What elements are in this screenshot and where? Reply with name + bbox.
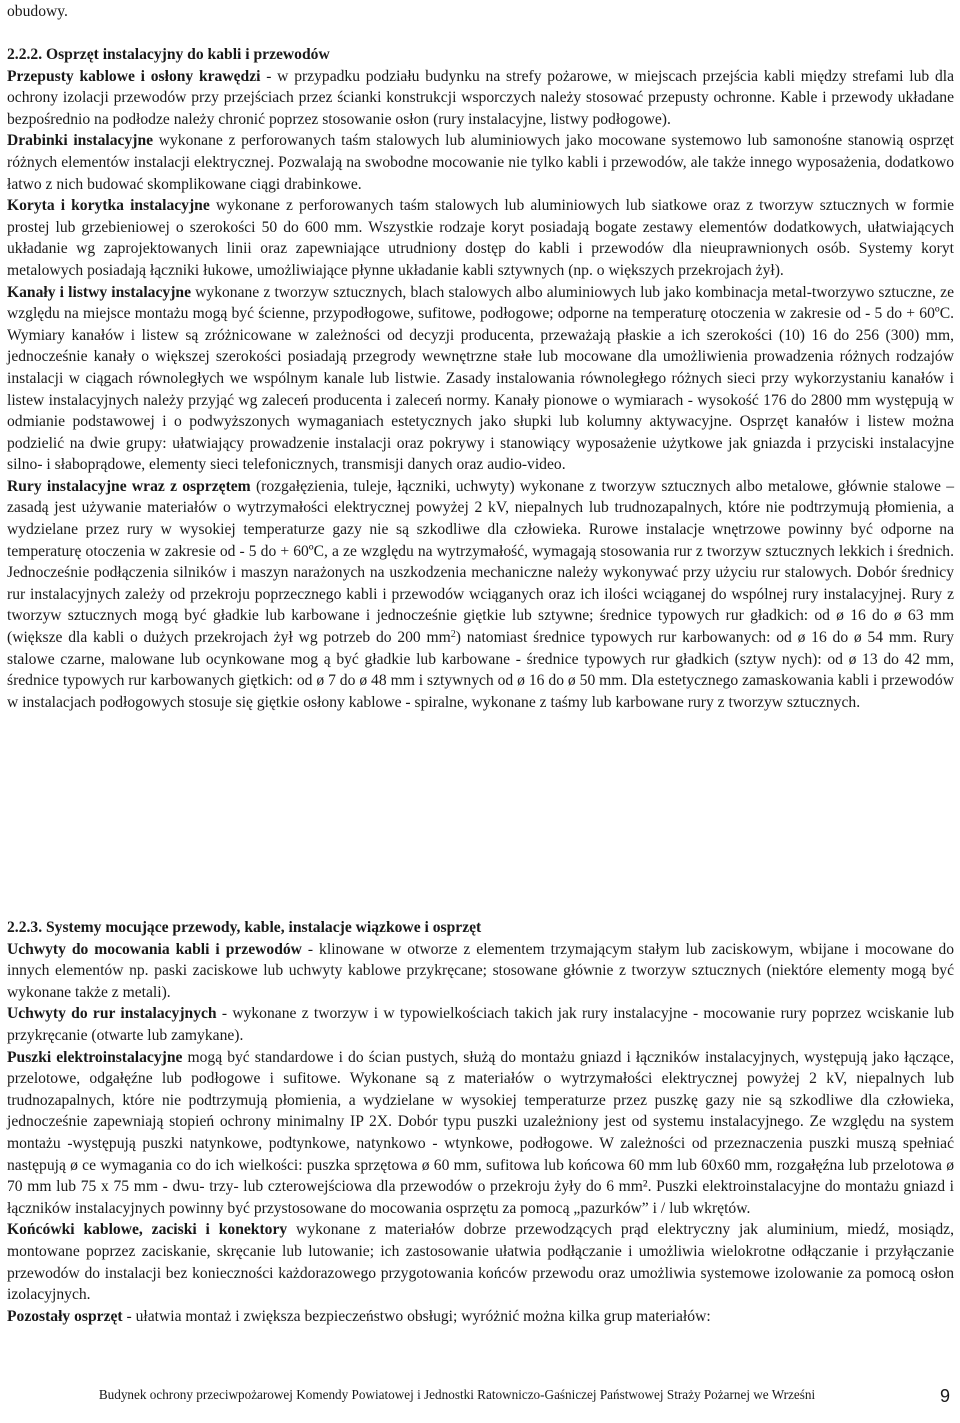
paragraph-text: wykonane z perforowanych taśm stalowych lub aluminiowych lub siatkowe oraz z tworzyw sztucznych w formie prostej lub grzebieniowej o szerokości 50 do 600 mm. Wszystkie rodzaje koryt posiadają bogate zestawy elementów dodatkowych, ułatwiających układanie wg zaprojektowanych linii oraz zapewniające utrudniony dostęp do kabli i przewodów dla nieuprawnionych osób. Systemy koryt metalowych posiadają łączniki łukowe, umożliwiające płynne układanie kabli sztywnych (np. o większych przekrojach żył). (7, 197, 954, 279)
page-footer (7, 1386, 954, 1406)
paragraph-kanaly (7, 282, 954, 476)
paragraph-rury (7, 476, 954, 714)
paragraph-text: (rozgałęzienia, tuleje, łączniki, uchwyty) wykonane z tworzyw sztucznych albo metalowe, głównie stalowe – zasadą jest używanie materiałów o wytrzymałości elektrycznej powyżej 2 kV, niepalnych lub trudnozapalnych, które nie podtrzymują płomienia, a wydzielane przez rury w wysokiej temperaturze gazy nie są szkodliwe dla człowieka. Rurowe instalacje wnętrzowe powinny być odporne na temperaturę otoczenia w zakresie od - 5 do + 60ºC, a ze względu na wytrzymałość, wymagają stosowania rur z tworzyw sztucznych lekkich i średnich. Jednocześnie podłączenia silników i maszyn narażonych na uszkodzenia mechaniczne należy wykonywać przy użyciu rur stalowych. Dobór średnicy rur instalacyjnych zależy od przekroju poprzecznego kabli i przewodów wciąganych oraz ich ilości wciąganej do wspólnej rury instalacyjnej. Rury z tworzyw sztucznych mogą być gładkie lub karbowane i jednocześnie giętkie lub sztywne; średnice typowych rur gładkich: od ø 16 do ø 63 mm (większe dla kabli o dużych przekrojach żył wg potrzeb do 200 mm (7, 477, 954, 647)
term: Pozostały osprzęt (7, 1307, 123, 1325)
paragraph-text: - ułatwia montaż i zwiększa bezpieczeństwo obsługi; wyróżnić można kilka grup materiałów: (122, 1307, 711, 1325)
paragraph-uchwyty-rur (7, 1003, 954, 1046)
superscript: 2 (450, 629, 456, 641)
paragraph-przepusty (7, 66, 954, 131)
footer-text: Budynek ochrony przeciwpożarowej Komendy Powiatowej i Jednostki Ratowniczo-Gaśniczej Państwowej Straży Pożarnej we Wrześni (98, 1387, 816, 1402)
term: Uchwyty do mocowania kabli i przewodów (7, 940, 302, 958)
paragraph-text: ) natomiast średnice typowych rur karbowanych: od ø 16 do ø 54 mm. Rury stalowe czarne, malowane lub ocynkowane mog ą być gładkie lub karbowane - średnice typowych rur gładkich (sztyw nych): od ø 13 do 42 mm, średnice typowych rur karbowanych giętkich: od ø 7 do ø 48 mm i sztywnych od ø 16 do ø 50 mm. Dla estetycznego zamaskowania kabli i przewodów w instalacjach podłogowych stosuje się giętkie osłony kablowe - spiralne, wykonane z taśmy lub karbowane rury z tworzyw sztucznych. (7, 629, 954, 711)
paragraph-drabinki (7, 130, 954, 195)
paragraph-text: - klinowane w otworze z elementem trzymającym stałym lub zaciskowym, wbijane i mocowane do innych elementów np. paski zaciskowe lub uchwyty kablowe przykręcane; stosowane głównie z tworzyw sztucznych (niektóre elementy mogą być wykonane także z metali). (7, 940, 954, 1001)
paragraph-puszki (7, 1047, 954, 1220)
paragraph-koncowki (7, 1219, 954, 1305)
paragraph-pozostaly-osprzet (7, 1306, 954, 1328)
previous-page-fragment: obudowy. (7, 3, 68, 20)
term: Drabinki instalacyjne (7, 132, 154, 150)
section-heading: 2.2.2. Osprzęt instalacyjny do kabli i przewodów (7, 46, 330, 63)
term: Koryta i korytka instalacyjne (7, 197, 210, 215)
section-2-2-2 (7, 44, 954, 713)
term: Końcówki kablowe, zaciski i konektory (7, 1221, 288, 1239)
paragraph-text: - wykonane z tworzyw i w typowielkościach takich jak rury instalacyjne - mocowanie rury poprzez wciskanie lub przykręcanie (otwarte lub zamykane). (7, 1005, 954, 1044)
term: Uchwyty do rur instalacyjnych (7, 1005, 217, 1023)
term: Przepusty kablowe i osłony krawędzi (7, 67, 261, 85)
paragraph-text: wykonane z perforowanych taśm stalowych lub aluminiowych jako mocowane systemowo lub samonośne stanowią osprzęt różnych elementów instalacji elektrycznej. Pozwalają na swobodne mocowanie nie tylko kabli i przewodów, ale także innego wyposażenia, dodatkowo łatwo z nich budować skomplikowane ciągi drabinkowe. (7, 132, 954, 193)
paragraph-text: wykonane z materiałów dobrze przewodzących prąd elektryczny jak aluminium, miedź, mosiądz, montowane poprzez zaciskanie, skręcanie lub lutowanie; ich zastosowanie ułatwia podłączanie i umożliwia wielokrotne odłączanie i przyłączanie przewodów do instalacji bez konieczności każdorazowego przygotowania końców przewodu oraz umożliwia systemowe izolowanie za pomocą osłon izolacyjnych. (7, 1221, 955, 1304)
section-2-2-3 (7, 917, 954, 1327)
section-heading: 2.2.3. Systemy mocujące przewody, kable, instalacje wiązkowe i osprzęt (7, 919, 482, 936)
paragraph-text: - w przypadku podziału budynku na strefy pożarowe, w miejscach przejścia kabli między strefami lub dla ochrony izolacji przewodów przy przejściach przez ścianki konstrukcji wsporczych należy stosować przepusty ochronne. Kable i przewody układane bezpośrednio na podłodze należy chronić poprzez stosowanie osłon (rury instalacyjne, listwy podłogowe). (7, 67, 954, 128)
term: Puszki elektroinstalacyjne (7, 1048, 183, 1066)
paragraph-text: mogą być standardowe i do ścian pustych, służą do montażu gniazd i łączników instalacyjnych, występują jako łączące, przelotowe, odgałęźne lub podłogowe i sufitowe. Wykonane są z materiałów o wytrzymałości elektrycznej powyżej 2 kV, niepalnych lub trudnozapalnych, które nie podtrzymują płomienia, a wydzielane w wysokiej temperaturze przez puszkę gazy nie są szkodliwe dla człowieka, jednocześnie zapewniają stopień ochrony minimalny IP 2X. Dobór typu puszki uzależniony jest od systemu instalacyjnego. Ze względu na system montażu -występują puszki natynkowe, podtynkowe, natynkowo - wtynkowe, podłogowe. W zależności od przeznaczenia puszki muszą spełniać następują ø ce wymagania co do ich wielkości: puszka sprzętowa ø 60 mm, sufitowa lub końcowa 60 mm lub 60x60 mm, rozgałęźna lub przelotowa ø 70 mm lub 75 x 75 mm - dwu- trzy- lub czterowejściowa dla przewodów o przekroju żyły do 6 mm². Puszki elektroinstalacyjne do montażu gniazd i łączników instalacyjnych powinny być przystosowane do mocowania osprzętu za pomocą „pazurków” i / lub wkrętów. (7, 1048, 954, 1217)
paragraph-uchwyty-kabli (7, 939, 954, 1004)
paragraph-text: wykonane z tworzyw sztucznych, blach stalowych albo aluminiowych lub jako kombinacja metal-tworzywo sztuczne, ze względu na miejsce montażu mogą być ścienne, przypodłogowe, sufitowe, podłogowe; odporne na temperaturę otoczenia w zakresie od - 5 do + 60ºC. Wymiary kanałów i listew są zróżnicowane w zależności od decyzji producenta, przeważają płaskie a ich szerokości (10) 16 do 256 (300) mm, jednocześnie kanały o większej szerokości posiadają przegrody wewnętrzne stałe lub mocowane dla umożliwienia prowadzenia różnych rodzajów instalacji w ciągach równoległych we wspólnym kanale lub listwie. Zasady instalowania równoległego różnych sieci przy wykorzystaniu kanałów i listew instalacyjnych należy przyjąć wg zaleceń producenta i zaleceń normy. Kanały pionowe o wymiarach - wysokość 176 do 2800 mm występują w odmianie podstawowej i o podwyższonych wymaganiach estetycznych jako słupki lub kolumny aktywacyjne. Osprzęt kanałów i listew można podzielić na dwie grupy: ułatwiający prowadzenie instalacji oraz pokrywy i stanowiący wyposażenie użytkowe jak gniazda i przyciski instalacyjne silno- i słaboprądowe, elementy sieci telefonicznych, transmisji danych oraz audio-video. (7, 283, 954, 474)
page-number: 9 (939, 1386, 950, 1406)
paragraph-koryta (7, 195, 954, 281)
term: Kanały i listwy instalacyjne (7, 283, 191, 301)
term: Rury instalacyjne wraz z osprzętem (7, 477, 251, 495)
